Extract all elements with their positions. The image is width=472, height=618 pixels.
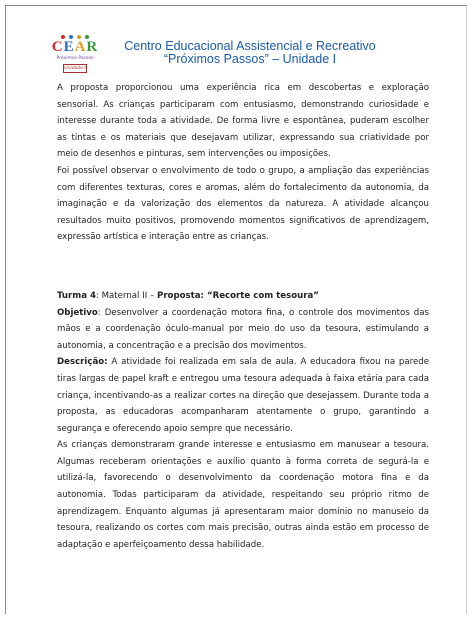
turma-rest: : Maternal II – [96, 290, 158, 301]
paragraph-2: Foi possível observar o envolvimento de todo o grupo, a ampliação das experiências com diferentes texturas, cores e aromas, além do fortalecimento da autonomia, da imaginação e da valorização dos elementos da natureza. A atividade alcançou resultados muito positivos, promovendo momentos significativos de aprendizagem, expressão artística e interação entre as crianças. [57, 165, 429, 243]
objetivo-text: : Desenvolver a coordenação motora fina, o controle dos movimentos das mãos e a coordenação óculo-manual por meio do uso da tesoura, estimulando a autonomia, a concentração e a precisão dos movimentos. [57, 307, 429, 351]
objetivo-paragraph [57, 305, 429, 355]
logo-subtitle: Próximos Passos [56, 56, 94, 61]
spacer [57, 246, 429, 288]
paragraph-final: As crianças demonstraram grande interesse e entusiasmo em manusear a tesoura. Algumas receberam orientações e auxílio quanto à forma correta de segurá-la e utilizá-la, favorecendo o desenvolvimento da coordenação motora fina e da autonomia. Todas participaram da atividade, respeitando seu próprio ritmo de aprendizagem. Enquanto algumas já apresentaram maior domínio no manuseio da tesoura, realizando os cortes com mais precisão, outras ainda estão em processo de adaptação e aperfeiçoamento dessa habilidade. [57, 440, 429, 550]
title-line-1: Centro Educacional Assistencial e Recreativo [124, 39, 376, 53]
paragraph-1: A proposta proporcionou uma experiência rica em descobertas e exploração sensorial. As crianças participaram com entusiasmo, demonstrando curiosidade e interesse durante toda a atividade. De forma livre e espontânea, puderam escolher as tintas e os materiais que desejavam utilizar, expressando sua criatividade por meio de desenhos e pinturas, sem intervenções ou imposições. [57, 83, 429, 160]
document-body [57, 80, 429, 553]
title-line-2: “Próximos Passos” – Unidade I [163, 52, 337, 66]
descricao-text: A atividade foi realizada em sala de aula. A educadora fixou na parede tiras largas de papel kraft e entregou uma tesoura adequada à faixa etária para cada criança, incentivando-as a realizar cortes na direção que desejassem. Durante toda a proposta, as educadoras acompanharam atentamente o grupo, garantindo a segurança e oferecendo apoio sempre que necessário. [57, 357, 429, 434]
descricao-paragraph [57, 354, 429, 437]
cear-logo [45, 34, 105, 76]
proposta-label: Proposta: “Recorte com tesoura” [157, 290, 319, 301]
page-title [105, 40, 395, 66]
logo-unit: Unidade I [64, 66, 86, 71]
objetivo-label: Objetivo [57, 307, 98, 318]
turma-label: Turma 4 [57, 290, 96, 301]
descricao-label: Descrição: [57, 357, 108, 368]
turma-heading [57, 288, 429, 305]
logo-letters: CEAR [51, 39, 99, 55]
